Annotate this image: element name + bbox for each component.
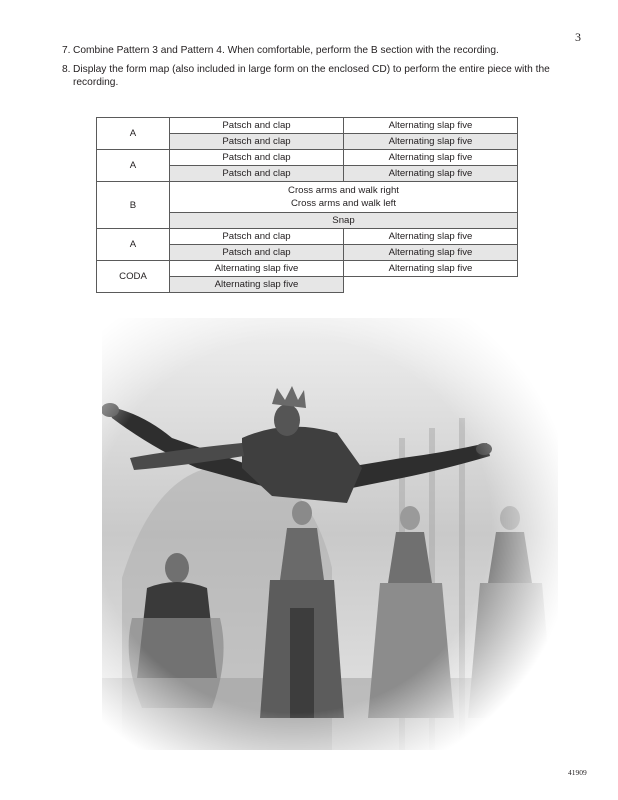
table-row (97, 182, 518, 213)
table-cell: Patsch and clap (170, 245, 344, 261)
table-cell: Alternating slap five (170, 277, 344, 293)
table-cell: Patsch and clap (170, 229, 344, 245)
section-label: A (97, 150, 170, 182)
form-map-table (96, 117, 518, 293)
table-cell: Patsch and clap (170, 166, 344, 182)
table-cell: Alternating slap five (344, 261, 518, 277)
step-text: Combine Pattern 3 and Pattern 4. When comfortable, perform the B section with the recording. (73, 45, 499, 56)
catalog-number: 41909 (568, 768, 587, 777)
section-label: A (97, 229, 170, 261)
table-cell: Alternating slap five (344, 229, 518, 245)
ballet-photo (102, 318, 558, 750)
table-row (97, 150, 518, 166)
walk-right-text: Cross arms and walk right (288, 185, 399, 196)
step-number: 7. (62, 45, 71, 56)
empty-cell (344, 277, 518, 293)
instruction-step (62, 44, 562, 57)
section-label: A (97, 118, 170, 150)
table-cell: Alternating slap five (344, 134, 518, 150)
table-cell: Patsch and clap (170, 118, 344, 134)
section-label: CODA (97, 261, 170, 293)
instruction-step (62, 63, 562, 89)
step-number: 8. (62, 64, 71, 75)
table-row (97, 229, 518, 245)
table-cell: Patsch and clap (170, 150, 344, 166)
table-cell: Patsch and clap (170, 134, 344, 150)
table-cell: Alternating slap five (344, 166, 518, 182)
table-row (97, 118, 518, 134)
section-label: B (97, 182, 170, 229)
table-cell: Alternating slap five (344, 245, 518, 261)
page-number: 3 (575, 30, 581, 44)
step-text: Display the form map (also included in large form on the enclosed CD) to perform the entire piece with the recording. (73, 64, 550, 88)
table-cell-snap: Snap (170, 213, 518, 229)
table-cell-walk (170, 182, 518, 213)
table-cell: Alternating slap five (170, 261, 344, 277)
instructions-list (62, 44, 562, 95)
table-cell: Alternating slap five (344, 150, 518, 166)
table-row (97, 261, 518, 277)
walk-left-text: Cross arms and walk left (290, 198, 397, 209)
table-cell: Alternating slap five (344, 118, 518, 134)
